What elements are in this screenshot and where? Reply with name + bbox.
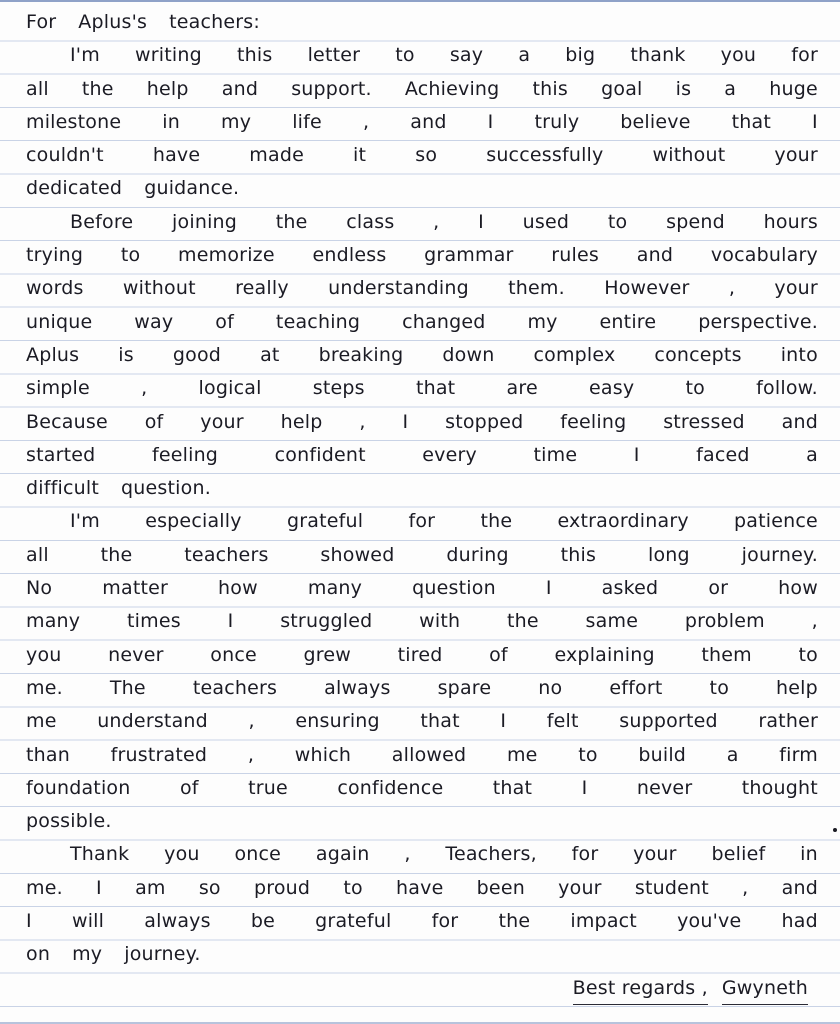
letter-word: changed: [402, 310, 486, 333]
letter-word: how: [218, 577, 258, 600]
letter-word: or: [708, 577, 729, 600]
letter-word: in: [800, 843, 818, 866]
letter-line: [26, 39, 818, 72]
letter-word: never: [108, 643, 164, 666]
letter-line: [26, 372, 818, 405]
letter-word: understand: [97, 710, 208, 733]
letter-word: that: [415, 377, 456, 400]
letter-word: will: [71, 910, 105, 933]
letter-word: ,: [362, 110, 370, 133]
letter-word: grateful: [315, 910, 392, 933]
letter-word: so: [198, 876, 221, 899]
letter-word: patience: [734, 510, 818, 533]
letter-word: ,: [247, 743, 255, 766]
letter-word: class: [346, 210, 395, 233]
letter-word: you: [26, 643, 62, 666]
letter-word: to: [685, 377, 705, 400]
handwritten-letter: [26, 6, 818, 1005]
letter-word: rather: [758, 710, 818, 733]
letter-signoff-line: [26, 972, 818, 1005]
letter-word: I: [812, 110, 818, 133]
letter-word: ,: [141, 377, 148, 400]
letter-word: tired: [397, 643, 443, 666]
letter-word: ,: [359, 410, 366, 433]
letter-word: believe: [620, 110, 691, 133]
letter-line: [26, 106, 818, 139]
letter-word: ensuring: [295, 710, 380, 733]
letter-word: trying: [26, 244, 84, 267]
letter-word: are: [506, 377, 538, 400]
letter-word: Thank: [70, 843, 130, 866]
letter-word: Aplus: [26, 343, 80, 366]
letter-word: understanding: [328, 277, 469, 300]
letter-word: them: [701, 643, 752, 666]
letter-word: big: [565, 44, 596, 67]
letter-word: so: [415, 144, 438, 167]
letter-word: hours: [763, 210, 818, 233]
letter-word: effort: [609, 676, 663, 699]
letter-word: of: [215, 310, 234, 333]
letter-word: with: [419, 610, 461, 633]
letter-word: this: [560, 543, 597, 566]
letter-line: [26, 505, 818, 538]
letter-word: foundation: [26, 776, 131, 799]
signoff-text: Best regards ,: [573, 972, 708, 1005]
letter-line: [26, 572, 818, 605]
letter-word: it: [353, 144, 367, 167]
letter-word: entire: [599, 310, 657, 333]
letter-word: I: [581, 776, 588, 799]
letter-word: your: [633, 843, 677, 866]
letter-word: the: [81, 77, 114, 100]
letter-word: many: [26, 610, 81, 633]
letter-word: way: [134, 310, 174, 333]
letter-word: have: [396, 876, 444, 899]
top-margin-rule: [0, 0, 840, 2]
letter-word: and: [781, 410, 818, 433]
letter-word: the: [507, 610, 539, 633]
letter-word: joining: [172, 210, 238, 233]
letter-word: the: [480, 510, 513, 533]
letter-word: this: [237, 44, 273, 67]
letter-word: you: [720, 44, 757, 67]
letter-word: for: [431, 910, 459, 933]
letter-word: long: [647, 543, 690, 566]
letter-word: Before: [70, 210, 134, 233]
letter-word: milestone: [26, 110, 122, 133]
letter-word: thought: [741, 776, 818, 799]
letter-word: successfully: [486, 144, 604, 167]
letter-word: say: [449, 44, 484, 67]
ink-dot: [833, 828, 837, 832]
letter-word: all: [26, 77, 49, 100]
letter-word: be: [250, 910, 276, 933]
letter-word: that: [492, 776, 533, 799]
letter-line: [26, 838, 818, 871]
letter-word: a: [726, 743, 739, 766]
letter-line: [26, 139, 818, 172]
letter-word: matter: [102, 577, 169, 600]
letter-word: teachers: [184, 543, 269, 566]
letter-word: I: [545, 577, 552, 600]
letter-word: question: [412, 577, 496, 600]
letter-word: ,: [248, 710, 255, 733]
letter-line: [26, 739, 818, 772]
letter-word: same: [585, 610, 639, 633]
letter-word: that: [731, 110, 772, 133]
letter-word: breaking: [318, 343, 404, 366]
letter-word: unique: [26, 310, 93, 333]
letter-word: I'm: [70, 510, 100, 533]
letter-word: grateful: [286, 510, 364, 533]
letter-word: build: [638, 743, 687, 766]
letter-word: asked: [601, 577, 659, 600]
letter-word: especially: [145, 510, 242, 533]
letter-word: showed: [320, 543, 395, 566]
letter-word: the: [100, 543, 133, 566]
letter-word: every: [422, 443, 477, 466]
letter-word: dedicated: [26, 177, 123, 200]
letter-word: good: [172, 343, 222, 366]
letter-word: goal: [601, 77, 643, 100]
letter-word: used: [522, 210, 570, 233]
letter-word: I'm: [70, 44, 100, 67]
letter-line: [26, 406, 818, 439]
letter-word: ,: [404, 843, 411, 866]
letter-word: journey.: [741, 543, 818, 566]
letter-word: I: [26, 910, 32, 933]
letter-word: spare: [437, 676, 492, 699]
letter-word: endless: [312, 244, 387, 267]
letter-word: a: [724, 77, 737, 100]
letter-line: [26, 439, 818, 472]
letter-line: [26, 872, 818, 905]
letter-word: your: [774, 144, 818, 167]
letter-word: I: [478, 210, 484, 233]
letter-word: guidance.: [144, 177, 240, 200]
letter-word: I: [402, 410, 409, 433]
letter-word: me: [506, 743, 538, 766]
letter-word: always: [324, 676, 391, 699]
letter-word: without: [652, 144, 726, 167]
letter-word: how: [778, 577, 818, 600]
letter-word: without: [122, 277, 196, 300]
letter-word: ,: [728, 277, 736, 300]
letter-line: [26, 206, 818, 239]
letter-word: Aplus's: [78, 11, 148, 33]
letter-word: of: [489, 643, 508, 666]
letter-word: support.: [291, 77, 372, 100]
letter-word: which: [294, 743, 352, 766]
letter-word: The: [109, 676, 146, 699]
letter-word: you've: [677, 910, 742, 933]
letter-word: No: [26, 577, 53, 600]
letter-word: for: [571, 843, 599, 866]
letter-word: allowed: [391, 743, 467, 766]
letter-word: your: [774, 277, 818, 300]
letter-word: struggled: [280, 610, 373, 633]
letter-word: that: [420, 710, 460, 733]
letter-word: easy: [589, 377, 635, 400]
letter-word: your: [558, 876, 602, 899]
letter-word: to: [395, 44, 415, 67]
letter-line: [26, 172, 818, 205]
letter-line: [26, 705, 818, 738]
letter-word: times: [127, 610, 181, 633]
letter-word: help: [776, 676, 818, 699]
letter-word: faced: [696, 443, 750, 466]
letter-word: your: [200, 410, 244, 433]
letter-word: of: [144, 410, 164, 433]
letter-word: them.: [508, 277, 565, 300]
letter-word: down: [442, 343, 495, 366]
letter-word: to: [120, 244, 141, 267]
letter-word: a: [518, 44, 531, 67]
letter-word: is: [118, 343, 134, 366]
letter-line: [26, 539, 818, 572]
letter-word: supported: [619, 710, 718, 733]
letter-word: difficult: [26, 477, 100, 500]
letter-word: Teachers,: [445, 843, 537, 866]
letter-word: explaining: [554, 643, 655, 666]
letter-word: couldn't: [26, 144, 104, 167]
letter-word: teaching: [275, 310, 361, 333]
letter-word: I: [227, 610, 234, 633]
letter-word: memorize: [178, 244, 275, 267]
letter-word: impact: [570, 910, 637, 933]
letter-word: teachers:: [169, 11, 260, 33]
letter-word: I: [487, 110, 494, 133]
letter-word: help: [146, 77, 189, 100]
letter-word: and: [636, 244, 674, 267]
letter-word: my: [221, 110, 252, 133]
letter-word: feeling: [560, 410, 627, 433]
letter-word: been: [476, 876, 525, 899]
letter-word: many: [307, 577, 363, 600]
letter-word: never: [636, 776, 693, 799]
letter-word: belief: [711, 843, 766, 866]
letter-word: made: [249, 144, 304, 167]
letter-word: steps: [312, 377, 365, 400]
letter-word: stressed: [663, 410, 745, 433]
letter-word: have: [152, 144, 201, 167]
letter-line: [26, 73, 818, 106]
letter-word: to: [798, 643, 818, 666]
letter-word: perspective.: [698, 310, 818, 333]
letter-word: time: [533, 443, 578, 466]
letter-word: always: [144, 910, 211, 933]
letter-word: to: [709, 676, 730, 699]
letter-word: possible.: [26, 810, 112, 833]
letter-word: for: [791, 44, 818, 67]
letter-word: I: [500, 710, 507, 733]
letter-word: I: [96, 876, 102, 899]
letter-word: my: [527, 310, 558, 333]
letter-word: felt: [546, 710, 579, 733]
letter-line: [26, 272, 818, 305]
letter-word: letter: [307, 44, 361, 67]
letter-word: simple: [26, 377, 90, 400]
letter-word: ,: [811, 610, 818, 633]
letter-word: grew: [303, 643, 351, 666]
letter-line: [26, 339, 818, 372]
letter-word: once: [234, 843, 282, 866]
letter-word: journey.: [124, 943, 201, 966]
letter-word: Achieving: [404, 77, 500, 100]
letter-word: grammar: [424, 244, 514, 267]
letter-word: is: [675, 77, 692, 100]
letter-word: complex: [533, 343, 616, 366]
letter-word: and: [221, 77, 259, 100]
letter-word: problem: [684, 610, 765, 633]
letter-word: you: [164, 843, 200, 866]
letter-word: ,: [742, 876, 749, 899]
letter-word: For: [26, 11, 57, 33]
letter-word: started: [26, 443, 96, 466]
letter-word: and: [410, 110, 447, 133]
letter-word: really: [235, 277, 289, 300]
letter-word: thank: [630, 44, 686, 67]
letter-word: this: [532, 77, 569, 100]
letter-line: [26, 938, 818, 971]
letter-word: at: [260, 343, 280, 366]
letter-word: of: [179, 776, 199, 799]
letter-word: help: [280, 410, 323, 433]
letter-line: [26, 905, 818, 938]
letter-word: me.: [26, 876, 63, 899]
letter-word: all: [26, 543, 49, 566]
letter-word: writing: [135, 44, 202, 67]
letter-line: [26, 472, 818, 505]
letter-line: [26, 772, 818, 805]
letter-word: teachers: [192, 676, 278, 699]
letter-word: proud: [253, 876, 311, 899]
letter-word: and: [781, 876, 818, 899]
letter-word: follow.: [756, 377, 818, 400]
letter-word: no: [538, 676, 563, 699]
letter-word: the: [498, 910, 531, 933]
letter-line: [26, 239, 818, 272]
letter-word: extraordinary: [557, 510, 689, 533]
letter-line: [26, 605, 818, 638]
letter-word: confidence: [337, 776, 444, 799]
letter-line-salutation: [26, 6, 818, 39]
signature-name: Gwyneth: [722, 972, 808, 1005]
letter-word: confident: [274, 443, 366, 466]
letter-word: logical: [198, 377, 262, 400]
letter-word: However: [604, 277, 690, 300]
letter-word: concepts: [654, 343, 742, 366]
letter-word: on: [26, 943, 51, 966]
letter-word: again: [315, 843, 370, 866]
letter-word: true: [248, 776, 288, 799]
letter-word: frustrated: [110, 743, 208, 766]
letter-line: [26, 672, 818, 705]
letter-word: words: [26, 277, 84, 300]
letter-word: me.: [26, 676, 63, 699]
letter-word: stopped: [445, 410, 524, 433]
letter-word: feeling: [151, 443, 219, 466]
letter-word: in: [162, 110, 181, 133]
letter-word: vocabulary: [710, 244, 818, 267]
letter-word: during: [446, 543, 509, 566]
letter-line: [26, 306, 818, 339]
letter-word: am: [135, 876, 166, 899]
letter-word: spend: [666, 210, 725, 233]
letter-word: once: [210, 643, 257, 666]
letter-word: rules: [551, 244, 600, 267]
letter-word: my: [72, 943, 103, 966]
letter-word: to: [578, 743, 598, 766]
letter-word: life: [292, 110, 322, 133]
letter-word: ,: [433, 210, 440, 233]
letter-word: I: [633, 443, 640, 466]
letter-line: [26, 639, 818, 672]
letter-word: Because: [26, 410, 108, 433]
letter-word: a: [806, 443, 818, 466]
letter-word: student: [634, 876, 709, 899]
letter-word: question.: [121, 477, 211, 500]
letter-word: to: [343, 876, 363, 899]
letter-word: than: [26, 743, 70, 766]
letter-line: [26, 805, 818, 838]
letter-word: firm: [779, 743, 818, 766]
letter-word: truly: [534, 110, 580, 133]
letter-word: huge: [769, 77, 818, 100]
letter-word: to: [607, 210, 628, 233]
letter-word: had: [781, 910, 818, 933]
letter-word: the: [275, 210, 308, 233]
letter-word: me: [26, 710, 57, 733]
letter-word: for: [408, 510, 436, 533]
letter-word: into: [780, 343, 818, 366]
